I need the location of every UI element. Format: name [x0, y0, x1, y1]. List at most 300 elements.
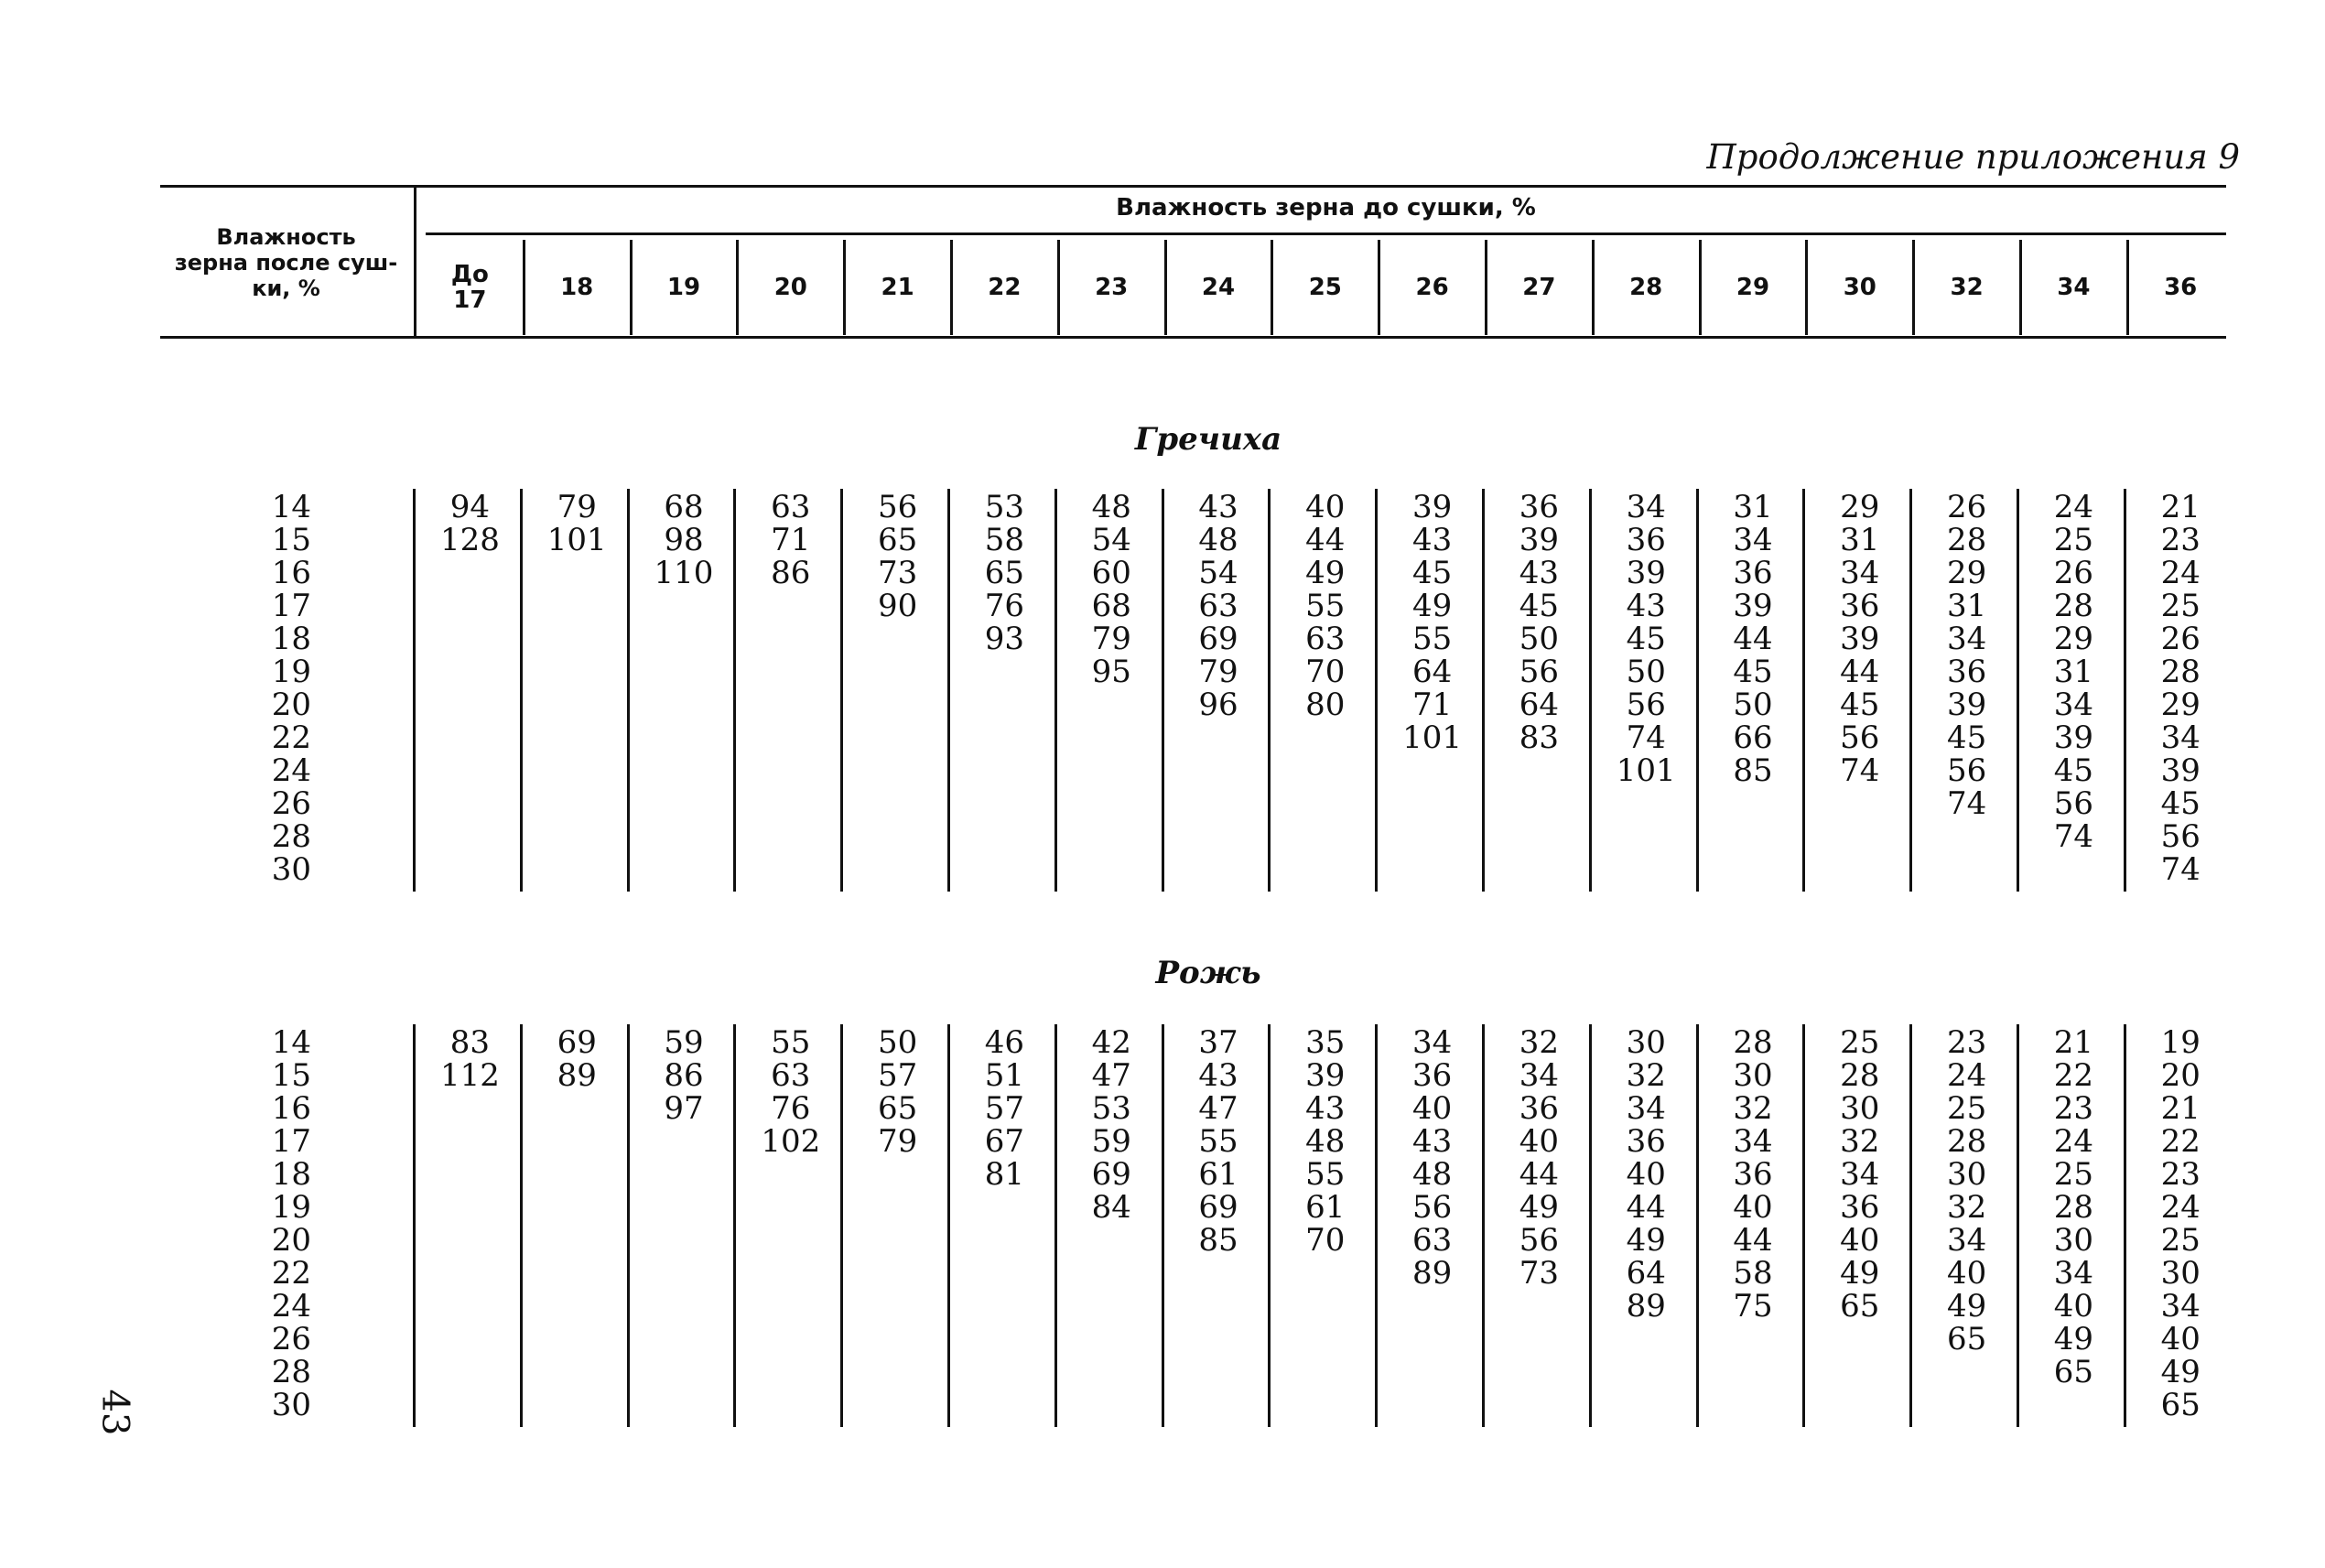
- table-cell: 51: [984, 1057, 1025, 1094]
- column-separator: [1696, 1024, 1699, 1427]
- table-cell: 32: [1519, 1024, 1560, 1061]
- column-header-top: 32: [1950, 274, 1984, 301]
- table-cell: 54: [1198, 555, 1238, 591]
- table-cell: 25: [2053, 522, 2094, 558]
- column-header: [524, 240, 631, 335]
- table-cell: 56: [2160, 818, 2201, 855]
- column-separator: [1268, 489, 1271, 892]
- table-cell: 24: [2160, 555, 2201, 591]
- data-column: [1913, 1026, 2020, 1356]
- row-label: 26: [271, 1321, 311, 1357]
- data-column: [1593, 1026, 1700, 1323]
- table-cell: 84: [1091, 1189, 1131, 1226]
- table-cell: 31: [2053, 654, 2094, 690]
- table-cell: 85: [1733, 752, 1773, 789]
- table-cell: 75: [1733, 1288, 1773, 1325]
- data-column: [631, 491, 738, 589]
- data-column: [524, 491, 631, 557]
- table-cell: 61: [1305, 1189, 1346, 1226]
- stub-header: [160, 224, 412, 301]
- table-cell: 63: [771, 1057, 811, 1094]
- table-cell: 36: [1626, 1123, 1666, 1160]
- data-column: [1058, 491, 1165, 688]
- table-cell: 74: [1946, 785, 1987, 822]
- table-cell: 74: [2053, 818, 2094, 855]
- table-cell: 74: [2160, 851, 2201, 888]
- table-cell: 65: [2053, 1354, 2094, 1390]
- table-cell: 30: [1840, 1090, 1880, 1127]
- table-cell: 55: [1198, 1123, 1238, 1160]
- column-header: [2020, 240, 2127, 335]
- row-label: 22: [271, 719, 311, 756]
- table-cell: 76: [771, 1090, 811, 1127]
- table-top-rule: [160, 185, 2226, 188]
- table-cell: 45: [1946, 719, 1987, 756]
- data-column: [416, 491, 524, 557]
- table-cell: 76: [984, 588, 1025, 624]
- data-column: [951, 1026, 1058, 1191]
- table-cell: 65: [877, 522, 918, 558]
- column-header-separator: [1592, 240, 1595, 335]
- column-separator: [520, 1024, 523, 1427]
- table-cell: 31: [1946, 588, 1987, 624]
- table-cell: 44: [1733, 1222, 1773, 1259]
- column-separator: [2124, 1024, 2126, 1427]
- table-cell: 40: [1626, 1156, 1666, 1193]
- table-cell: 36: [1519, 1090, 1560, 1127]
- table-cell: 83: [1519, 719, 1560, 756]
- column-separator: [1268, 1024, 1271, 1427]
- row-label: 28: [271, 818, 311, 855]
- table-cell: 39: [1840, 621, 1880, 657]
- table-cell: 49: [1305, 555, 1346, 591]
- table-cell: 70: [1305, 654, 1346, 690]
- table-cell: 56: [2053, 785, 2094, 822]
- table-cell: 26: [2053, 555, 2094, 591]
- data-column: [1806, 491, 1913, 787]
- row-label: 24: [271, 752, 311, 789]
- table-cell: 66: [1733, 719, 1773, 756]
- table-cell: 43: [1305, 1090, 1346, 1127]
- table-cell: 20: [2160, 1057, 2201, 1094]
- row-label: 18: [271, 621, 311, 657]
- row-label: 19: [271, 654, 311, 690]
- table-cell: 50: [1733, 687, 1773, 723]
- data-column: [1271, 1026, 1379, 1257]
- column-header-top: До: [450, 261, 489, 288]
- table-cell: 89: [1411, 1255, 1453, 1292]
- column-separator: [947, 1024, 950, 1427]
- data-column: [1165, 491, 1272, 721]
- table-cell: 49: [1946, 1288, 1987, 1325]
- data-column: [1593, 491, 1700, 787]
- table-cell: 40: [2160, 1321, 2201, 1357]
- table-cell: 56: [877, 489, 918, 525]
- table-cell: 39: [1626, 555, 1666, 591]
- table-cell: 43: [1519, 555, 1560, 591]
- column-header-top: 25: [1308, 274, 1342, 301]
- table-cell: 39: [1519, 522, 1560, 558]
- table-cell: 25: [1946, 1090, 1987, 1127]
- column-header: [1379, 240, 1486, 335]
- table-cell: 36: [1840, 1189, 1880, 1226]
- table-cell: 71: [1411, 687, 1453, 723]
- table-cell: 43: [1411, 522, 1453, 558]
- row-labels: [229, 1026, 311, 1422]
- row-label: 14: [271, 489, 311, 525]
- table-cell: 44: [1626, 1189, 1666, 1226]
- column-separator: [2017, 1024, 2019, 1427]
- table-cell: 59: [664, 1024, 704, 1061]
- table-cell: 21: [2160, 489, 2201, 525]
- table-cell: 65: [1946, 1321, 1987, 1357]
- table-cell: 47: [1198, 1090, 1238, 1127]
- column-header-separator: [1805, 240, 1808, 335]
- table-cell: 25: [2053, 1156, 2094, 1193]
- table-cell: 39: [2160, 752, 2201, 789]
- table-cell: 101: [1402, 719, 1463, 756]
- table-cell: 80: [1305, 687, 1346, 723]
- table-cell: 94: [449, 489, 491, 525]
- table-cell: 64: [1626, 1255, 1666, 1292]
- stub-header-line: ки, %: [252, 276, 320, 301]
- table-cell: 69: [557, 1024, 597, 1061]
- table-cell: 45: [2053, 752, 2094, 789]
- table-cell: 73: [1519, 1255, 1560, 1292]
- data-column: [1700, 1026, 1807, 1323]
- table-cell: 23: [2160, 1156, 2201, 1193]
- table-cell: 50: [1626, 654, 1666, 690]
- stub-header-line: Влажность: [216, 224, 356, 250]
- row-label: 17: [271, 1123, 311, 1160]
- table-cell: 28: [2160, 654, 2201, 690]
- table-cell: 36: [1626, 522, 1666, 558]
- column-header: [1165, 240, 1272, 335]
- table-cell: 57: [877, 1057, 918, 1094]
- table-cell: 58: [1733, 1255, 1773, 1292]
- table-cell: 79: [557, 489, 597, 525]
- column-header: [2127, 240, 2234, 335]
- table-cell: 36: [1840, 588, 1880, 624]
- column-separator: [1589, 489, 1592, 892]
- table-cell: 49: [1626, 1222, 1666, 1259]
- table-cell: 56: [1519, 654, 1560, 690]
- column-separator: [733, 1024, 736, 1427]
- table-cell: 36: [1946, 654, 1987, 690]
- table-cell: 63: [1198, 588, 1238, 624]
- table-cell: 32: [1946, 1189, 1987, 1226]
- data-column: [1486, 491, 1593, 754]
- column-separator: [1162, 1024, 1164, 1427]
- table-cell: 53: [1091, 1090, 1131, 1127]
- table-cell: 39: [1733, 588, 1773, 624]
- column-header-separator: [1057, 240, 1060, 335]
- table-cell: 90: [877, 588, 918, 624]
- column-separator: [1054, 489, 1057, 892]
- column-separator: [627, 489, 630, 892]
- row-label: 17: [271, 588, 311, 624]
- column-separator: [1589, 1024, 1592, 1427]
- table-cell: 36: [1733, 1156, 1773, 1193]
- row-label: 30: [271, 1387, 311, 1423]
- data-column: [1379, 1026, 1486, 1290]
- data-column: [2127, 1026, 2234, 1422]
- table-cell: 71: [771, 522, 811, 558]
- column-separator: [1375, 489, 1378, 892]
- column-header-separator: [2126, 240, 2129, 335]
- table-cell: 43: [1198, 489, 1238, 525]
- table-cell: 26: [1946, 489, 1987, 525]
- table-cell: 98: [664, 522, 704, 558]
- data-column: [1913, 491, 2020, 820]
- column-separator: [840, 1024, 843, 1427]
- table-cell: 24: [2160, 1189, 2201, 1226]
- table-cell: 39: [2053, 719, 2094, 756]
- table-cell: 79: [877, 1123, 918, 1160]
- column-separator: [733, 489, 736, 892]
- table-cell: 89: [1626, 1288, 1666, 1325]
- row-label: 20: [271, 687, 311, 723]
- table-cell: 112: [439, 1057, 500, 1094]
- row-label: 18: [271, 1156, 311, 1193]
- table-cell: 64: [1411, 654, 1453, 690]
- table-cell: 65: [1840, 1288, 1880, 1325]
- table-cell: 44: [1840, 654, 1880, 690]
- table-cell: 30: [2160, 1255, 2201, 1292]
- table-cell: 48: [1091, 489, 1131, 525]
- section-title: Рожь: [1155, 955, 1261, 991]
- table-cell: 55: [1305, 1156, 1346, 1193]
- table-cell: 25: [2160, 1222, 2201, 1259]
- column-separator: [2017, 489, 2019, 892]
- table-cell: 34: [1946, 1222, 1987, 1259]
- table-cell: 60: [1091, 555, 1131, 591]
- table-cell: 34: [1733, 522, 1773, 558]
- table-cell: 79: [1091, 621, 1131, 657]
- table-cell: 30: [1733, 1057, 1773, 1094]
- row-labels: [229, 491, 311, 886]
- table-cell: 40: [1733, 1189, 1773, 1226]
- table-cell: 45: [1626, 621, 1666, 657]
- column-header: [1271, 240, 1379, 335]
- table-cell: 49: [1411, 588, 1453, 624]
- table-cell: 97: [664, 1090, 704, 1127]
- column-header-separator: [1912, 240, 1915, 335]
- column-header-top: 27: [1522, 274, 1556, 301]
- column-header-separator: [1485, 240, 1487, 335]
- column-separator: [2124, 489, 2126, 892]
- table-cell: 21: [2053, 1024, 2094, 1061]
- table-cell: 23: [2160, 522, 2201, 558]
- table-cell: 29: [1946, 555, 1987, 591]
- column-header-separator: [736, 240, 739, 335]
- table-cell: 48: [1305, 1123, 1346, 1160]
- table-cell: 34: [1946, 621, 1987, 657]
- column-header-separator: [1699, 240, 1702, 335]
- data-column: [1271, 491, 1379, 721]
- table-cell: 48: [1198, 522, 1238, 558]
- data-column: [524, 1026, 631, 1092]
- table-cell: 45: [1840, 687, 1880, 723]
- table-cell: 64: [1519, 687, 1560, 723]
- row-label: 15: [271, 1057, 311, 1094]
- row-label: 16: [271, 555, 311, 591]
- table-cell: 28: [2053, 1189, 2094, 1226]
- column-separator: [1802, 1024, 1805, 1427]
- table-cell: 40: [1519, 1123, 1560, 1160]
- table-cell: 89: [557, 1057, 597, 1094]
- table-cell: 57: [984, 1090, 1025, 1127]
- table-cell: 56: [1411, 1189, 1453, 1226]
- table-cell: 37: [1198, 1024, 1238, 1061]
- column-header-separator: [630, 240, 633, 335]
- row-label: 24: [271, 1288, 311, 1325]
- column-header-separator: [2019, 240, 2022, 335]
- column-separator: [413, 1024, 416, 1427]
- table-cell: 34: [1840, 555, 1880, 591]
- row-label: 15: [271, 522, 311, 558]
- table-cell: 24: [2053, 1123, 2094, 1160]
- table-cell: 26: [2160, 621, 2201, 657]
- column-header-top: 26: [1415, 274, 1449, 301]
- table-cell: 44: [1305, 522, 1346, 558]
- column-header-separator: [1271, 240, 1273, 335]
- table-cell: 46: [984, 1024, 1025, 1061]
- column-separator: [1909, 489, 1912, 892]
- table-cell: 56: [1519, 1222, 1560, 1259]
- column-header-separator: [950, 240, 953, 335]
- table-cell: 45: [1411, 555, 1453, 591]
- table-cell: 40: [1946, 1255, 1987, 1292]
- column-separator: [1482, 1024, 1485, 1427]
- table-cell: 24: [1946, 1057, 1987, 1094]
- row-label: 16: [271, 1090, 311, 1127]
- table-cell: 40: [1840, 1222, 1880, 1259]
- column-header-separator: [1164, 240, 1167, 335]
- column-header-top: 30: [1843, 274, 1876, 301]
- header-bottom-rule: [160, 336, 2226, 339]
- data-column: [1379, 491, 1486, 754]
- group-header: Влажность зерна до сушки, %: [1116, 194, 1536, 222]
- data-column: [844, 1026, 951, 1158]
- column-header-separator: [843, 240, 846, 335]
- table-cell: 28: [1946, 1123, 1987, 1160]
- data-column: [737, 1026, 844, 1158]
- table-cell: 30: [1626, 1024, 1666, 1061]
- column-header-top: 20: [773, 274, 807, 301]
- data-column: [1165, 1026, 1272, 1257]
- table-cell: 49: [1840, 1255, 1880, 1292]
- table-cell: 68: [664, 489, 704, 525]
- column-header: [844, 240, 951, 335]
- table-cell: 19: [2160, 1024, 2201, 1061]
- column-header-top: 36: [2164, 274, 2198, 301]
- table-cell: 86: [664, 1057, 704, 1094]
- table-cell: 43: [1411, 1123, 1453, 1160]
- column-separator: [1375, 1024, 1378, 1427]
- table-cell: 21: [2160, 1090, 2201, 1127]
- stub-header-line: зерна после суш-: [174, 250, 398, 276]
- table-cell: 23: [1946, 1024, 1987, 1061]
- data-column: [1058, 1026, 1165, 1224]
- table-cell: 45: [2160, 785, 2201, 822]
- table-cell: 110: [654, 555, 714, 591]
- column-separator: [1162, 489, 1164, 892]
- table-cell: 74: [1626, 719, 1666, 756]
- table-cell: 79: [1198, 654, 1238, 690]
- table-cell: 28: [2053, 588, 2094, 624]
- table-cell: 74: [1840, 752, 1880, 789]
- table-cell: 34: [2053, 1255, 2094, 1292]
- table-cell: 54: [1091, 522, 1131, 558]
- table-cell: 93: [984, 621, 1025, 657]
- table-cell: 34: [1840, 1156, 1880, 1193]
- table-cell: 55: [1411, 621, 1453, 657]
- table-cell: 35: [1305, 1024, 1346, 1061]
- table-cell: 42: [1091, 1024, 1131, 1061]
- table-cell: 69: [1091, 1156, 1131, 1193]
- column-header: [1700, 240, 1807, 335]
- column-header-top: 18: [560, 274, 594, 301]
- column-header: [737, 240, 844, 335]
- table-cell: 39: [1946, 687, 1987, 723]
- table-cell: 61: [1198, 1156, 1238, 1193]
- table-cell: 63: [1411, 1222, 1453, 1259]
- column-header: [416, 240, 524, 335]
- row-label: 30: [271, 851, 311, 888]
- table-cell: 58: [984, 522, 1025, 558]
- table-cell: 30: [1946, 1156, 1987, 1193]
- data-column: [1700, 491, 1807, 787]
- column-separator: [947, 489, 950, 892]
- column-header-top: 19: [666, 274, 701, 301]
- table-cell: 55: [1305, 588, 1346, 624]
- table-cell: 63: [1305, 621, 1346, 657]
- column-separator: [1696, 489, 1699, 892]
- data-column: [2020, 1026, 2127, 1389]
- table-cell: 34: [2053, 687, 2094, 723]
- table-cell: 65: [877, 1090, 918, 1127]
- table-cell: 45: [1519, 588, 1560, 624]
- table-cell: 50: [1519, 621, 1560, 657]
- row-label: 26: [271, 785, 311, 822]
- data-column: [1806, 1026, 1913, 1323]
- table-cell: 32: [1840, 1123, 1880, 1160]
- table-cell: 32: [1733, 1090, 1773, 1127]
- table-cell: 22: [2160, 1123, 2201, 1160]
- table-cell: 25: [2160, 588, 2201, 624]
- table-cell: 49: [2160, 1354, 2201, 1390]
- column-separator: [840, 489, 843, 892]
- column-header: [1913, 240, 2020, 335]
- table-cell: 40: [1305, 489, 1346, 525]
- column-header-separator: [1378, 240, 1380, 335]
- row-label: 20: [271, 1222, 311, 1259]
- table-cell: 70: [1305, 1222, 1346, 1259]
- column-separator: [413, 489, 416, 892]
- table-cell: 101: [1616, 752, 1676, 789]
- table-cell: 102: [761, 1123, 821, 1160]
- table-cell: 44: [1733, 621, 1773, 657]
- table-cell: 29: [1840, 489, 1880, 525]
- column-header: [1806, 240, 1913, 335]
- column-separator: [627, 1024, 630, 1427]
- column-header: [951, 240, 1058, 335]
- table-cell: 65: [984, 555, 1025, 591]
- column-separator: [1909, 1024, 1912, 1427]
- column-separator: [1054, 1024, 1057, 1427]
- table-cell: 56: [1626, 687, 1666, 723]
